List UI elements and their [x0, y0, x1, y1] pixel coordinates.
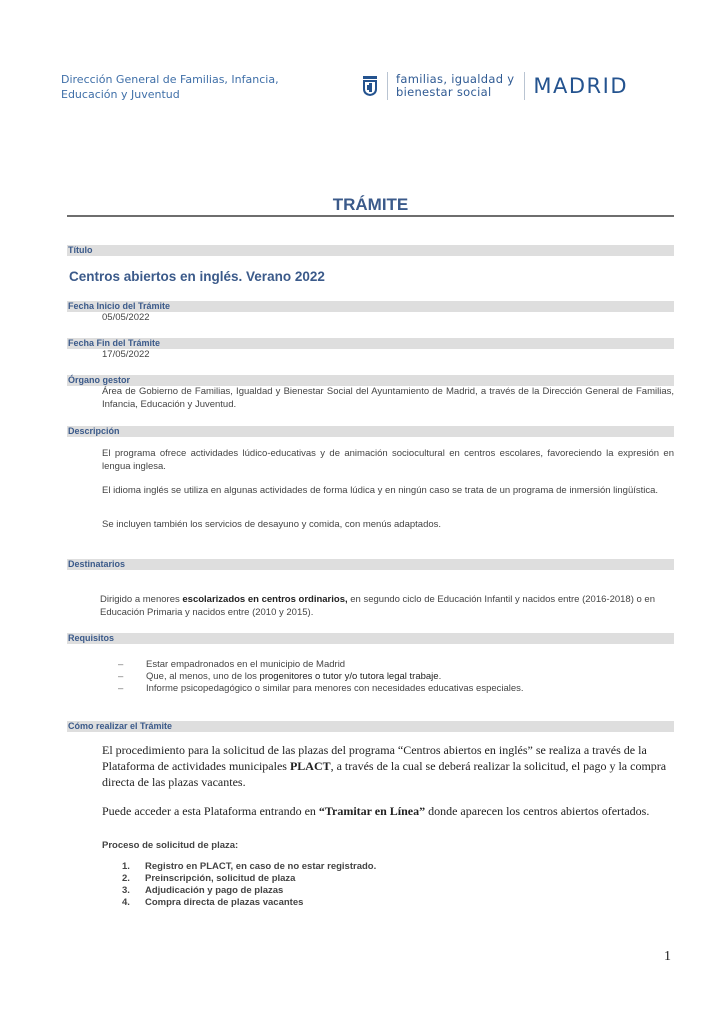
procedure-paragraph-1: [102, 742, 667, 790]
recipients-text: [100, 594, 660, 619]
bullet-dash: –: [118, 683, 124, 694]
madrid-logo: [362, 72, 628, 100]
process-step: [122, 873, 376, 885]
plact-emphasis: PLACT: [289, 759, 331, 773]
step-number: 2.: [122, 873, 130, 884]
description-paragraph-1: El programa ofrece actividades lúdico-educativas y de animación sociocultural en centros escolares, favoreciendo la expresión en lengua inglesa.: [102, 448, 674, 472]
step-number: 4.: [122, 897, 130, 908]
document-title: TRÁMITE: [332, 195, 409, 214]
requirement-text: [146, 671, 441, 683]
page-number: 1: [664, 949, 671, 964]
logo-subtitle: [396, 73, 514, 99]
department-name: [61, 72, 279, 102]
logo-city: MADRID: [533, 74, 628, 98]
logo-subtitle-line-1: familias, igualdad y: [396, 72, 515, 86]
bullet-dash: –: [118, 659, 124, 670]
process-title: Proceso de solicitud de plaza:: [102, 840, 239, 851]
step-number: 1.: [122, 861, 130, 872]
step-text: Registro en PLACT, en caso de no estar registrado.: [145, 861, 377, 872]
requirement-emphasis: progenitores o tutor y/o tutora legal trabaje: [259, 671, 439, 682]
step-text: Adjudicación y pago de plazas: [145, 885, 284, 896]
recipients-text-start: Dirigido a menores: [100, 594, 183, 605]
recipients-emphasis: escolarizados en centros ordinarios,: [182, 594, 348, 605]
step-text: Compra directa de plazas vacantes: [145, 897, 304, 908]
requirement-text-start: Que, al menos, uno de los: [146, 671, 260, 682]
process-steps: [122, 861, 376, 909]
managing-body: Área de Gobierno de Familias, Igualdad y Bienestar Social del Ayuntamiento de Madrid, a través de la Dirección General de Familias, Infancia, Educación y Juventud.: [102, 386, 674, 410]
logo-subtitle-line-2: bienestar social: [396, 85, 492, 99]
requirement-item: [118, 671, 524, 683]
procedure-title: Centros abiertos en inglés. Verano 2022: [69, 269, 325, 284]
process-step: [122, 897, 376, 909]
section-header-requisitos: Requisitos: [67, 633, 674, 644]
section-header-descripcion: Descripción: [67, 426, 674, 437]
requirement-text: Estar empadronados en el municipio de Madrid: [146, 659, 346, 670]
requirements-list: [118, 659, 524, 695]
requirement-text-end: .: [438, 671, 442, 682]
department-line-2: Educación y Juventud: [61, 88, 180, 101]
tramitar-en-linea-link[interactable]: “Tramitar en Línea”: [318, 804, 426, 818]
section-header-destinatarios: Destinatarios: [67, 559, 674, 570]
access-text-end: donde aparecen los centros abiertos ofertados.: [425, 804, 650, 818]
logo-divider: [387, 72, 388, 100]
description-paragraph-3: Se incluyen también los servicios de desayuno y comida, con menús adaptados.: [102, 519, 442, 530]
end-date: 17/05/2022: [102, 349, 150, 360]
section-header-titulo: Título: [67, 245, 674, 256]
section-header-fecha-fin: Fecha Fin del Trámite: [67, 338, 674, 349]
procedure-paragraph-2: [102, 803, 674, 819]
requirement-text: Informe psicopedagógico o similar para menores con necesidades educativas especiales.: [146, 683, 524, 694]
procedure-text-start: El procedimiento para la solicitud de las plazas del programa “Centros abiertos en inglés” se realiza a través de la Plataforma de actividades municipales: [102, 743, 647, 773]
title-divider: [67, 215, 674, 217]
logo-divider-2: [524, 72, 525, 100]
section-header-organo: Órgano gestor: [67, 375, 674, 386]
requirement-item: [118, 659, 524, 671]
department-line-1: Dirección General de Familias, Infancia,: [61, 73, 279, 86]
bullet-dash: –: [118, 671, 124, 682]
start-date: 05/05/2022: [102, 312, 150, 323]
step-number: 3.: [122, 885, 130, 896]
step-text: Preinscripción, solicitud de plaza: [145, 873, 296, 884]
process-step: [122, 885, 376, 897]
section-header-como-realizar: Cómo realizar el Trámite: [67, 721, 674, 732]
procedure-text-end: , a través de la cual se deberá realizar la solicitud, el pago y la compra directa de las plazas vacantes.: [102, 759, 667, 789]
madrid-coat-of-arms-icon: [362, 76, 378, 96]
recipients-text-end: en segundo ciclo de Educación Infantil y nacidos entre (2016-2018) o en Educación Primaria y nacidos entre (2010 y 2015).: [100, 594, 655, 618]
process-step: [122, 861, 376, 873]
requirement-item: [118, 683, 524, 695]
access-text-start: Puede acceder a esta Plataforma entrando en: [102, 804, 319, 818]
description-paragraph-2: El idioma inglés se utiliza en algunas actividades de forma lúdica y en ningún caso se trata de un programa de inmersión lingüística.: [102, 485, 659, 496]
section-header-fecha-inicio: Fecha Inicio del Trámite: [67, 301, 674, 312]
